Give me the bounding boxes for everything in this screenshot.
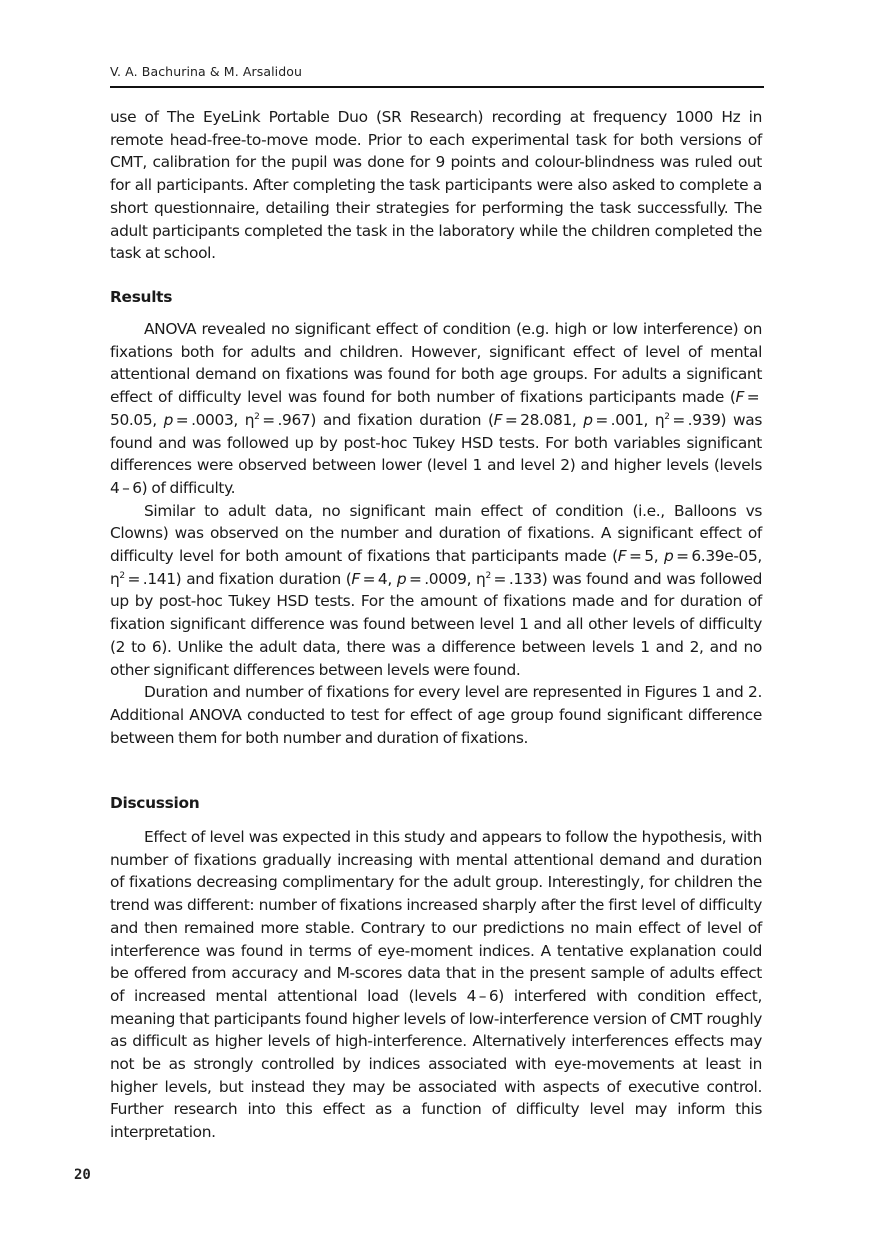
intro-paragraph: use of The EyeLink Portable Duo (SR Research) recording at frequency 1000 Hz in remote head-free-to-move mode. Prior to each experimental task for both versions of CMT, calibration for the pupil was done for 9 points and colour-blindness was ruled out for all participants. After completing the task participants were also asked to complete a short questionnaire, detailing their strategies for performing the task successfully. The adult participants completed the task in the laboratory while the children completed the task at school. xyxy=(110,108,762,263)
stat-p-value: = 6.39e-05, η xyxy=(110,547,762,588)
stat-eta-superscript: 2 xyxy=(485,570,491,581)
stat-p-symbol: p xyxy=(663,547,674,566)
stat-p-value: = .001, η xyxy=(592,410,665,429)
stat-eta-superscript: 2 xyxy=(664,411,670,422)
results-heading: Results xyxy=(110,288,173,306)
header-rule xyxy=(110,86,764,88)
discussion-heading: Discussion xyxy=(110,794,200,812)
running-head: V. A. Bachurina & M. Arsalidou xyxy=(110,64,303,79)
results-paragraph-1 xyxy=(110,318,762,500)
results-paragraph-2 xyxy=(110,500,762,682)
stat-p-symbol: p xyxy=(583,410,593,429)
results-paragraph-3: Duration and number of fixations for every level are represented in Figures 1 and 2. Additional ANOVA conducted to test for effect of age group found significant difference between them for both number and duration of fixations. xyxy=(110,683,762,747)
stat-p-symbol: p xyxy=(163,410,174,429)
stat-f-value: = 4, xyxy=(359,569,397,588)
stat-p-symbol: p xyxy=(396,569,407,588)
stat-eta-superscript: 2 xyxy=(254,411,260,422)
stat-f-value: = 50.05, xyxy=(110,388,762,429)
stat-f-value: = 5, xyxy=(626,547,664,566)
stat-f-symbol: F xyxy=(351,569,360,588)
stat-f-value: = 28.081, xyxy=(502,410,584,429)
stat-eta-superscript: 2 xyxy=(119,570,125,581)
page-number: 20 xyxy=(74,1167,91,1183)
stat-eta-value: = .141) and fixation duration ( xyxy=(124,569,352,588)
results-p1-text-a: ANOVA revealed no significant effect of condition (e.g. high or low interference) on fixations both for adults and children. However, significant effect of level of mental attentional demand on fixations was found for both age groups. For adults a significant effect of difficulty level was found for both number of fixations participants made ( xyxy=(110,320,762,407)
stat-f-symbol: F xyxy=(735,388,744,407)
discussion-body xyxy=(110,826,762,1144)
results-p2-text-b: = .133) was found and was followed up by post-hoc Tukey HSD tests. For the amount of fixations made and for duration of fixation significant difference was found between level 1 and all other levels of difficulty (2 to 6). Unlike the adult data, there was a difference between levels 1 and 2, and no other significant differences between levels were found. xyxy=(110,569,762,679)
results-p1-text-b: = .939) was found and was followed up by post-hoc Tukey HSD tests. For both variables significant differences were observed between lower (level 1 and level 2) and higher levels (levels 4 – 6) of difficulty. xyxy=(110,410,762,497)
discussion-paragraph-1: Effect of level was expected in this study and appears to follow the hypothesis, with number of fixations gradually increasing with mental attentional demand and duration of fixations decreasing complimentary for the adult group. Interestingly, for children the trend was different: number of fixations increased sharply after the first level of difficulty and then remained more stable. Contrary to our predictions no main effect of level of interference was found in terms of eye-moment indices. A tentative explanation could be offered from accuracy and M-scores data that in the present sample of adults effect of increased mental attentional load (levels 4 – 6) interfered with condition effect, meaning that participants found higher levels of low-interference version of CMT roughly as difficult as higher levels of high-interference. Alternatively interferences effects may not be as strongly controlled by indices associated with eye-movements at least in higher levels, but instead they may be associated with aspects of executive control. Further research into this effect as a function of difficulty level may inform this interpretation. xyxy=(110,828,762,1142)
stat-f-symbol: F xyxy=(617,547,627,566)
stat-eta-value: = .967) and fixation duration ( xyxy=(259,410,494,429)
results-body xyxy=(110,318,762,749)
stat-f-symbol: F xyxy=(493,410,503,429)
stat-p-value: = .0009, η xyxy=(406,569,486,588)
stat-p-value: = .0003, η xyxy=(173,410,255,429)
results-p2-text-a: Similar to adult data, no significant main effect of condition (i.e., Balloons vs Clowns) was observed on the number and duration of fixations. A significant effect of difficulty level for both amount of fixations that participants made ( xyxy=(110,501,762,566)
intro-paragraph-block xyxy=(110,106,762,265)
